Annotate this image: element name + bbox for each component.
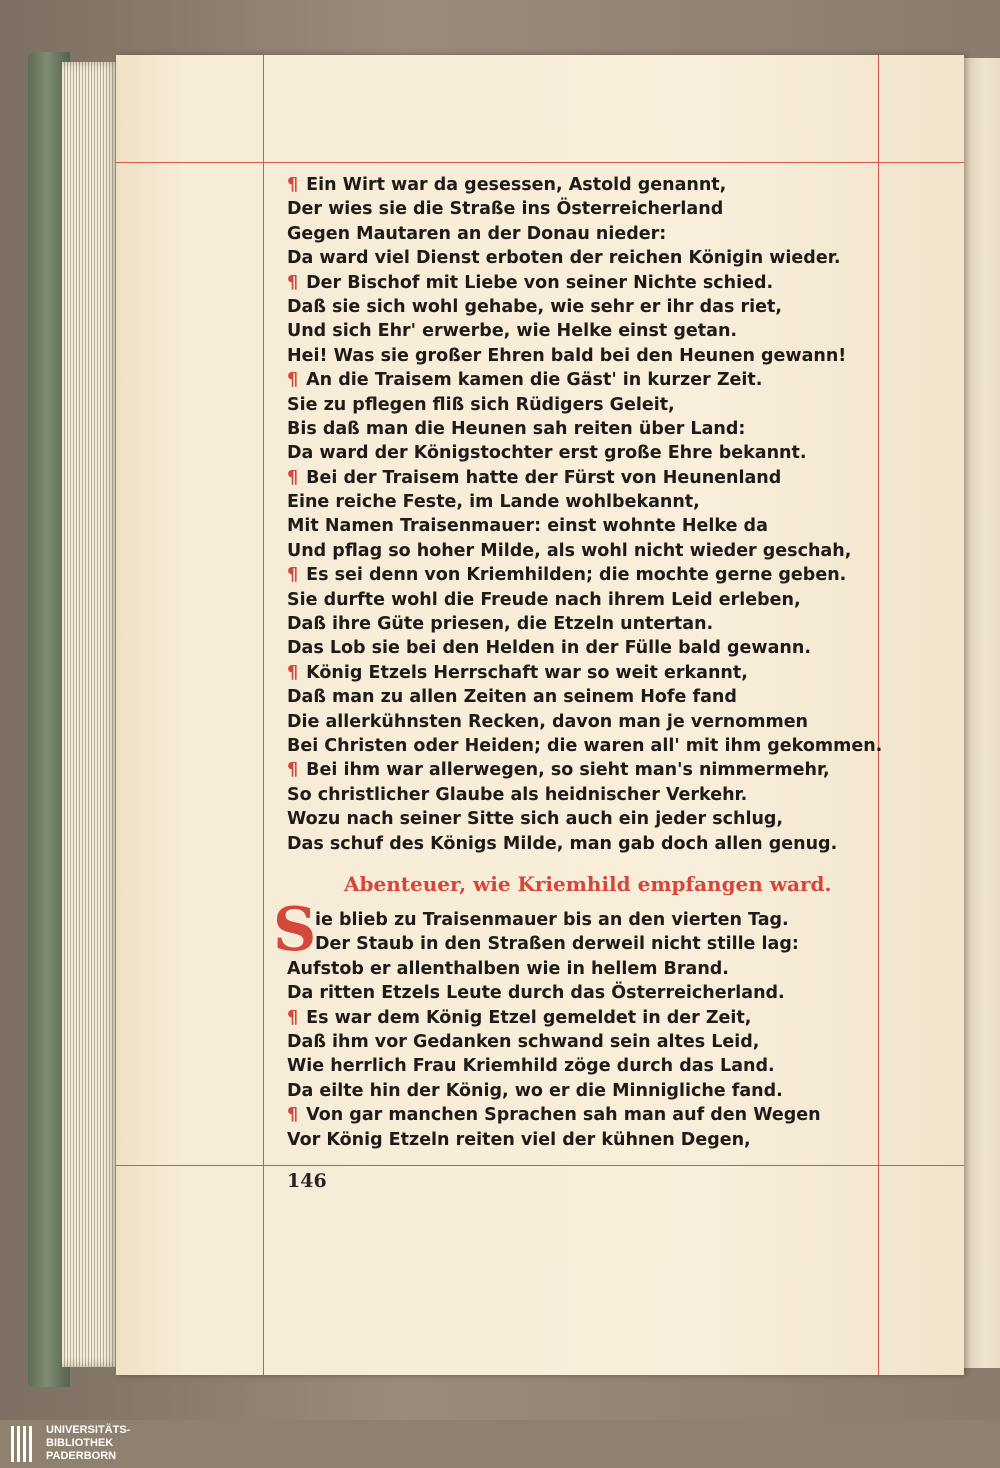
verse-block-2	[287, 908, 847, 1152]
verse-text: Wozu nach seiner Sitte sich auch ein jeder schlug,	[287, 809, 784, 830]
verse-line	[287, 758, 847, 782]
verse-line	[287, 197, 847, 221]
verse-line	[287, 710, 847, 734]
page-number: 146	[287, 1170, 327, 1192]
verse-text: Ein Wirt war da gesessen, Astold genannt,	[306, 175, 727, 195]
verse-text: Von gar manchen Sprachen sah man auf den Wegen	[306, 1105, 821, 1126]
verse-line	[287, 832, 847, 856]
verse-text: Bei Christen oder Heiden; die waren all' mit ihm gekommen.	[287, 735, 883, 756]
verse-text: Und sich Ehr' erwerbe, wie Helke einst getan.	[287, 321, 738, 342]
verse-text: Da ritten Etzels Leute durch das Österreicherland.	[287, 983, 785, 1004]
verse-line	[287, 539, 852, 563]
verse-line	[287, 685, 847, 709]
chapter-heading: Abenteuer, wie Kriemhild empfangen ward.	[344, 872, 832, 896]
verse-line	[287, 271, 847, 295]
verse-line	[287, 957, 847, 981]
verse-text: Es war dem König Etzel gemeldet in der Zeit,	[306, 1007, 752, 1028]
pilcrow-mark: ¶	[287, 760, 299, 781]
pilcrow-mark: ¶	[287, 370, 299, 391]
verse-text: Bei der Traisem hatte der Fürst von Heunenland	[306, 467, 782, 488]
verse-line	[287, 1103, 847, 1127]
verse-line	[287, 393, 847, 417]
verse-text: Das Lob sie bei den Helden in der Fülle bald gewann.	[287, 638, 811, 659]
logo-line-1: UNIVERSITÄTS-	[46, 1424, 131, 1436]
margin-rule-right	[878, 55, 879, 1375]
margin-rule-left	[263, 55, 264, 1375]
verse-text: An die Traisem kamen die Gäst' in kurzer Zeit.	[306, 370, 763, 391]
pilcrow-mark: ¶	[287, 662, 299, 683]
verse-line	[287, 417, 847, 441]
verse-text: So christlicher Glaube als heidnischer Verkehr.	[287, 784, 748, 805]
verse-line	[287, 441, 847, 465]
facing-page-edge	[962, 58, 1000, 1368]
verse-text: Der wies sie die Straße ins Österreicherland	[287, 199, 724, 220]
verse-text: Da ward der Königstochter erst große Ehre bekannt.	[287, 443, 807, 464]
verse-text: Sie zu pflegen fliß sich Rüdigers Geleit,	[287, 394, 675, 415]
margin-rule-bottom	[116, 1165, 964, 1166]
verse-line	[287, 295, 847, 319]
library-logo-icon	[10, 1424, 36, 1464]
verse-text: Aufstob er allenthalben wie in hellem Brand.	[287, 958, 729, 979]
verse-line	[287, 783, 847, 807]
verse-line	[287, 466, 847, 490]
verse-text: Daß sie sich wohl gehabe, wie sehr er ihr das riet,	[287, 296, 782, 317]
verse-line	[287, 1006, 847, 1030]
verse-line	[287, 368, 847, 392]
verse-line	[287, 734, 883, 758]
verse-line	[287, 908, 847, 932]
pilcrow-mark: ¶	[287, 565, 299, 586]
verse-line	[287, 222, 847, 246]
verse-text: Bis daß man die Heunen sah reiten über Land:	[287, 418, 746, 439]
pilcrow-mark: ¶	[287, 467, 299, 488]
verse-text: König Etzels Herrschaft war so weit erkannt,	[306, 662, 748, 683]
margin-rule-top	[116, 162, 964, 163]
verse-text: Gegen Mautaren an der Donau nieder:	[287, 223, 667, 244]
verse-line	[287, 636, 847, 660]
verse-line	[287, 932, 847, 956]
verse-text: ie blieb zu Traisenmauer bis an den vierten Tag.	[315, 910, 789, 930]
verse-line	[287, 981, 847, 1005]
verse-text: Mit Namen Traisenmauer: einst wohnte Helke da	[287, 516, 768, 537]
verse-line	[287, 1054, 847, 1078]
verse-line	[287, 319, 847, 343]
pilcrow-mark: ¶	[287, 272, 299, 293]
verse-text: Daß ihm vor Gedanken schwand sein altes Leid,	[287, 1031, 760, 1052]
library-footer	[0, 1420, 1000, 1468]
verse-text: Es sei denn von Kriemhilden; die mochte gerne geben.	[306, 565, 847, 586]
verse-line	[287, 661, 847, 685]
verse-line	[287, 514, 847, 538]
verse-text: Hei! Was sie großer Ehren bald bei den Heunen gewann!	[287, 345, 847, 366]
verse-line	[287, 588, 847, 612]
verse-line	[287, 807, 847, 831]
verse-text: Und pflag so hoher Milde, als wohl nicht wieder geschah,	[287, 540, 852, 561]
verse-text: Da ward viel Dienst erboten der reichen Königin wieder.	[287, 248, 841, 269]
verse-text: Vor König Etzeln reiten viel der kühnen Degen,	[287, 1129, 751, 1150]
verse-text: Das schuf des Königs Milde, man gab doch allen genug.	[287, 833, 838, 854]
verse-line	[287, 490, 847, 514]
page-edges	[62, 62, 120, 1367]
logo-line-2: BIBLIOTHEK	[46, 1437, 114, 1449]
pilcrow-mark: ¶	[287, 1007, 299, 1028]
verse-text: Die allerkühnsten Recken, davon man je vernommen	[287, 711, 809, 732]
pilcrow-mark: ¶	[287, 175, 299, 195]
verse-line	[287, 1079, 847, 1103]
verse-text: Da eilte hin der König, wo er die Minnigliche fand.	[287, 1080, 783, 1101]
pilcrow-mark: ¶	[287, 1105, 299, 1126]
verse-line	[287, 1128, 847, 1152]
verse-text: Eine reiche Feste, im Lande wohlbekannt,	[287, 492, 700, 513]
verse-line	[287, 246, 847, 270]
verse-line	[287, 173, 847, 197]
verse-text: Daß man zu allen Zeiten an seinem Hofe fand	[287, 687, 737, 708]
verse-text: Der Bischof mit Liebe von seiner Nichte schied.	[306, 272, 774, 293]
verse-text: Daß ihre Güte priesen, die Etzeln untertan.	[287, 614, 714, 635]
verse-text: Wie herrlich Frau Kriemhild zöge durch das Land.	[287, 1056, 775, 1077]
verse-text: Der Staub in den Straßen derweil nicht stille lag:	[315, 934, 799, 955]
verse-block-1	[287, 173, 883, 856]
logo-line-3: PADERBORN	[46, 1450, 117, 1462]
library-logo-text	[46, 1424, 130, 1463]
verse-text: Sie durfte wohl die Freude nach ihrem Leid erleben,	[287, 589, 801, 610]
verse-line	[287, 612, 847, 636]
drop-initial: S	[273, 895, 317, 965]
verse-text: Bei ihm war allerwegen, so sieht man's nimmermehr,	[306, 760, 830, 781]
verse-line	[287, 344, 847, 368]
verse-line	[287, 563, 847, 587]
verse-line	[287, 1030, 847, 1054]
